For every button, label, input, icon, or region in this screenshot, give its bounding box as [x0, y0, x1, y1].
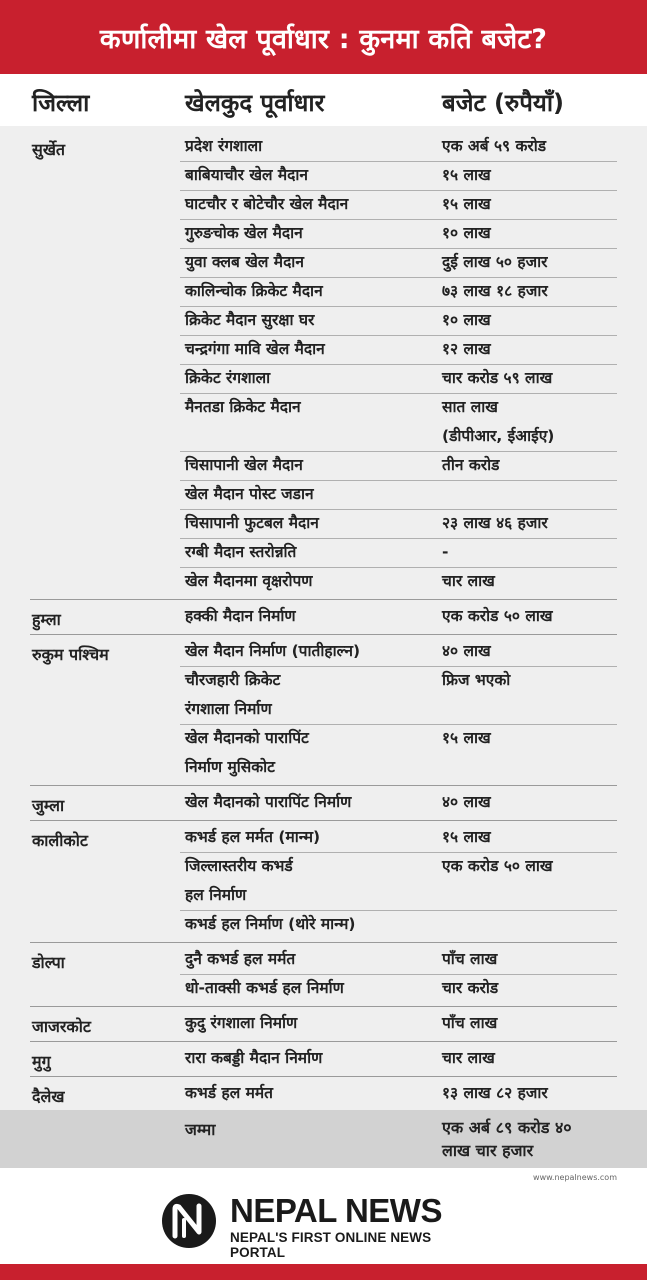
- facility-cell: [185, 306, 430, 335]
- budget-line: ७३ लाख १८ हजार: [442, 282, 548, 300]
- budget-cell: [442, 788, 622, 817]
- budget-cell: [442, 1044, 622, 1073]
- facility-cell: [185, 666, 430, 724]
- budget-cell: [442, 393, 622, 451]
- brand-name: NEPAL NEWS: [230, 1192, 442, 1229]
- budget-cell: [442, 602, 622, 631]
- budget-line: चार करोड ५९ लाख: [442, 369, 553, 387]
- budget-line: २३ लाख ४६ हजार: [442, 514, 548, 532]
- budget-cell: [442, 974, 622, 1003]
- total-value-line: लाख चार हजार: [442, 1141, 534, 1160]
- group-divider: [30, 820, 617, 821]
- group-divider: [30, 785, 617, 786]
- budget-cell: [442, 637, 622, 666]
- facility-line: चिसापानी फुटबल मैदान: [185, 514, 319, 532]
- budget-line: १० लाख: [442, 311, 491, 329]
- table-row: [0, 666, 647, 724]
- table-row: [0, 451, 647, 480]
- budget-cell: [442, 823, 622, 852]
- table-row: [0, 1009, 647, 1038]
- table-row: [0, 161, 647, 190]
- facility-cell: [185, 724, 430, 782]
- budget-line: चार लाख: [442, 1049, 495, 1067]
- budget-line: चार करोड: [442, 979, 499, 997]
- table-row: [0, 724, 647, 782]
- facility-cell: [185, 945, 430, 974]
- budget-cell: [442, 277, 622, 306]
- table-row: [0, 190, 647, 219]
- table-row: [0, 480, 647, 509]
- total-value: [442, 1116, 632, 1162]
- table-row: [0, 1044, 647, 1073]
- column-header-district: जिल्ला: [32, 89, 90, 117]
- facility-cell: [185, 364, 430, 393]
- budget-line: पाँच लाख: [442, 1014, 498, 1032]
- budget-line: एक करोड ५० लाख: [442, 607, 553, 625]
- budget-line: सात लाख: [442, 398, 498, 416]
- facility-line: हक्की मैदान निर्माण: [185, 607, 296, 625]
- facility-cell: [185, 451, 430, 480]
- budget-cell: [442, 219, 622, 248]
- table-row: [0, 132, 647, 161]
- table-row: [0, 823, 647, 852]
- table-row: [0, 945, 647, 974]
- district-name: जुम्ला: [32, 796, 65, 815]
- facility-line: चन्द्रगंगा मावि खेल मैदान: [185, 340, 325, 358]
- budget-line: एक अर्ब ५९ करोड: [442, 137, 547, 155]
- facility-line: खेल मैदान निर्माण (पातीहाल्न): [185, 642, 361, 660]
- nepal-news-logo-icon: [160, 1192, 218, 1250]
- table-row: [0, 567, 647, 596]
- facility-line: कालिन्चोक क्रिकेट मैदान: [185, 282, 323, 300]
- facility-line: रारा कबड्डी मैदान निर्माण: [185, 1049, 323, 1067]
- total-label: जम्मा: [185, 1120, 216, 1139]
- facility-cell: [185, 602, 430, 631]
- table-row: [0, 852, 647, 910]
- budget-line: चार लाख: [442, 572, 495, 590]
- total-value-line: एक अर्ब ८९ करोड ४०: [442, 1118, 572, 1137]
- table-row: [0, 1079, 647, 1108]
- facility-line: रग्बी मैदान स्तरोन्नति: [185, 543, 297, 561]
- district-name: दैलेख: [32, 1087, 65, 1106]
- table-row: [0, 509, 647, 538]
- footer-bar: [0, 1264, 647, 1280]
- facility-cell: [185, 852, 430, 910]
- budget-cell: [442, 161, 622, 190]
- budget-line: ४० लाख: [442, 642, 491, 660]
- budget-cell: [442, 335, 622, 364]
- budget-line: दुई लाख ५० हजार: [442, 253, 548, 271]
- facility-line: क्रिकेट रंगशाला: [185, 369, 271, 387]
- facility-cell: [185, 974, 430, 1003]
- district-name: मुगु: [32, 1052, 51, 1071]
- facility-line: चौरजहारी क्रिकेट: [185, 671, 281, 689]
- budget-line: एक करोड ५० लाख: [442, 857, 553, 875]
- facility-cell: [185, 335, 430, 364]
- budget-line: १५ लाख: [442, 195, 491, 213]
- facility-line: बाबियाचौर खेल मैदान: [185, 166, 309, 184]
- facility-cell: [185, 538, 430, 567]
- facility-line: खेल मैदान पोस्ट जडान: [185, 485, 314, 503]
- budget-cell: [442, 945, 622, 974]
- facility-cell: [185, 248, 430, 277]
- district-name: रुकुम पश्चिम: [32, 645, 109, 664]
- column-header-budget: बजेट (रुपैयाँ): [442, 89, 565, 117]
- district-name: हुम्ला: [32, 610, 61, 629]
- budget-cell: [442, 852, 622, 881]
- facility-line: क्रिकेट मैदान सुरक्षा घर: [185, 311, 315, 329]
- facility-line: युवा क्लब खेल मैदान: [185, 253, 304, 271]
- facility-cell: [185, 1079, 430, 1108]
- budget-cell: [442, 567, 622, 596]
- group-divider: [30, 1076, 617, 1077]
- table-row: [0, 248, 647, 277]
- facility-cell: [185, 509, 430, 538]
- budget-line: (डीपीआर, ईआईए): [442, 427, 555, 445]
- budget-line: १३ लाख ८२ हजार: [442, 1084, 548, 1102]
- budget-line: १५ लाख: [442, 828, 491, 846]
- facility-line: कभर्ड हल निर्माण (थोरे मान्म): [185, 915, 356, 933]
- budget-cell: [442, 724, 622, 753]
- facility-cell: [185, 567, 430, 596]
- group-divider: [30, 942, 617, 943]
- budget-cell: [442, 132, 622, 161]
- group-divider: [30, 1041, 617, 1042]
- budget-cell: [442, 666, 622, 695]
- budget-line: फ्रिज भएको: [442, 671, 511, 689]
- table-row: [0, 335, 647, 364]
- table-row: [0, 364, 647, 393]
- budget-cell: [442, 248, 622, 277]
- facility-cell: [185, 1009, 430, 1038]
- facility-line: निर्माण मुसिकोट: [185, 758, 275, 776]
- facility-line: धो-ताक्सी कभर्ड हल निर्माण: [185, 979, 344, 997]
- group-divider: [30, 599, 617, 600]
- district-name: कालीकोट: [32, 831, 88, 850]
- column-headers: [0, 74, 647, 126]
- facility-line: गुरुङचोक खेल मैदान: [185, 224, 303, 242]
- column-header-facility: खेलकुद पूर्वाधार: [185, 89, 325, 117]
- table-row: [0, 602, 647, 631]
- district-name: डोल्पा: [32, 953, 65, 972]
- facility-line: खेल मैदानको पारापिंट: [185, 729, 309, 747]
- facility-cell: [185, 637, 430, 666]
- facility-line: हल निर्माण: [185, 886, 247, 904]
- budget-cell: [442, 509, 622, 538]
- facility-cell: [185, 190, 430, 219]
- table-row: [0, 277, 647, 306]
- facility-line: दुनै कभर्ड हल मर्मत: [185, 950, 296, 968]
- facility-line: चिसापानी खेल मैदान: [185, 456, 303, 474]
- table-row: [0, 637, 647, 666]
- facility-cell: [185, 480, 430, 509]
- budget-line: पाँच लाख: [442, 950, 498, 968]
- facility-line: कुदु रंगशाला निर्माण: [185, 1014, 298, 1032]
- brand-logo: [160, 1190, 490, 1260]
- facility-line: कभर्ड हल मर्मत: [185, 1084, 273, 1102]
- group-divider: [30, 1006, 617, 1007]
- table-row: [0, 788, 647, 817]
- table-row: [0, 219, 647, 248]
- budget-line: तीन करोड: [442, 456, 500, 474]
- budget-line: १० लाख: [442, 224, 491, 242]
- table-row: [0, 910, 647, 939]
- facility-line: रंगशाला निर्माण: [185, 700, 272, 718]
- facility-cell: [185, 910, 430, 939]
- budget-cell: [442, 190, 622, 219]
- facility-cell: [185, 277, 430, 306]
- budget-cell: [442, 1079, 622, 1108]
- table-row: [0, 393, 647, 451]
- table-row: [0, 306, 647, 335]
- budget-line: -: [442, 543, 449, 561]
- budget-cell: [442, 306, 622, 335]
- facility-line: घाटचौर र बोटेचौर खेल मैदान: [185, 195, 349, 213]
- facility-cell: [185, 823, 430, 852]
- facility-line: खेल मैदानमा वृक्षरोपण: [185, 572, 313, 590]
- budget-line: १५ लाख: [442, 166, 491, 184]
- facility-cell: [185, 788, 430, 817]
- facility-cell: [185, 1044, 430, 1073]
- budget-line: १२ लाख: [442, 340, 491, 358]
- page-title: कर्णालीमा खेल पूर्वाधार : कुनमा कति बजेट?: [0, 0, 647, 74]
- total-row: [0, 1110, 647, 1168]
- table-row: [0, 538, 647, 567]
- group-divider: [30, 634, 617, 635]
- budget-line: ४० लाख: [442, 793, 491, 811]
- facility-cell: [185, 132, 430, 161]
- facility-line: खेल मैदानको पारापिंट निर्माण: [185, 793, 352, 811]
- source-credit: www.nepalnews.com: [533, 1173, 617, 1182]
- facility-line: कभर्ड हल मर्मत (मान्म): [185, 828, 321, 846]
- table-row: [0, 974, 647, 1003]
- facility-line: जिल्लास्तरीय कभर्ड: [185, 857, 293, 875]
- budget-cell: [442, 451, 622, 480]
- district-name: जाजरकोट: [32, 1017, 91, 1036]
- district-name: सुर्खेत: [32, 140, 66, 159]
- brand-tagline: NEPAL'S FIRST ONLINE NEWS PORTAL: [230, 1230, 432, 1260]
- facility-cell: [185, 219, 430, 248]
- budget-table: [0, 126, 647, 1110]
- budget-cell: [442, 1009, 622, 1038]
- facility-cell: [185, 393, 430, 422]
- budget-line: १५ लाख: [442, 729, 491, 747]
- budget-cell: [442, 538, 622, 567]
- budget-cell: [442, 364, 622, 393]
- facility-line: मैनतडा क्रिकेट मैदान: [185, 398, 301, 416]
- facility-cell: [185, 161, 430, 190]
- facility-line: प्रदेश रंगशाला: [185, 137, 263, 155]
